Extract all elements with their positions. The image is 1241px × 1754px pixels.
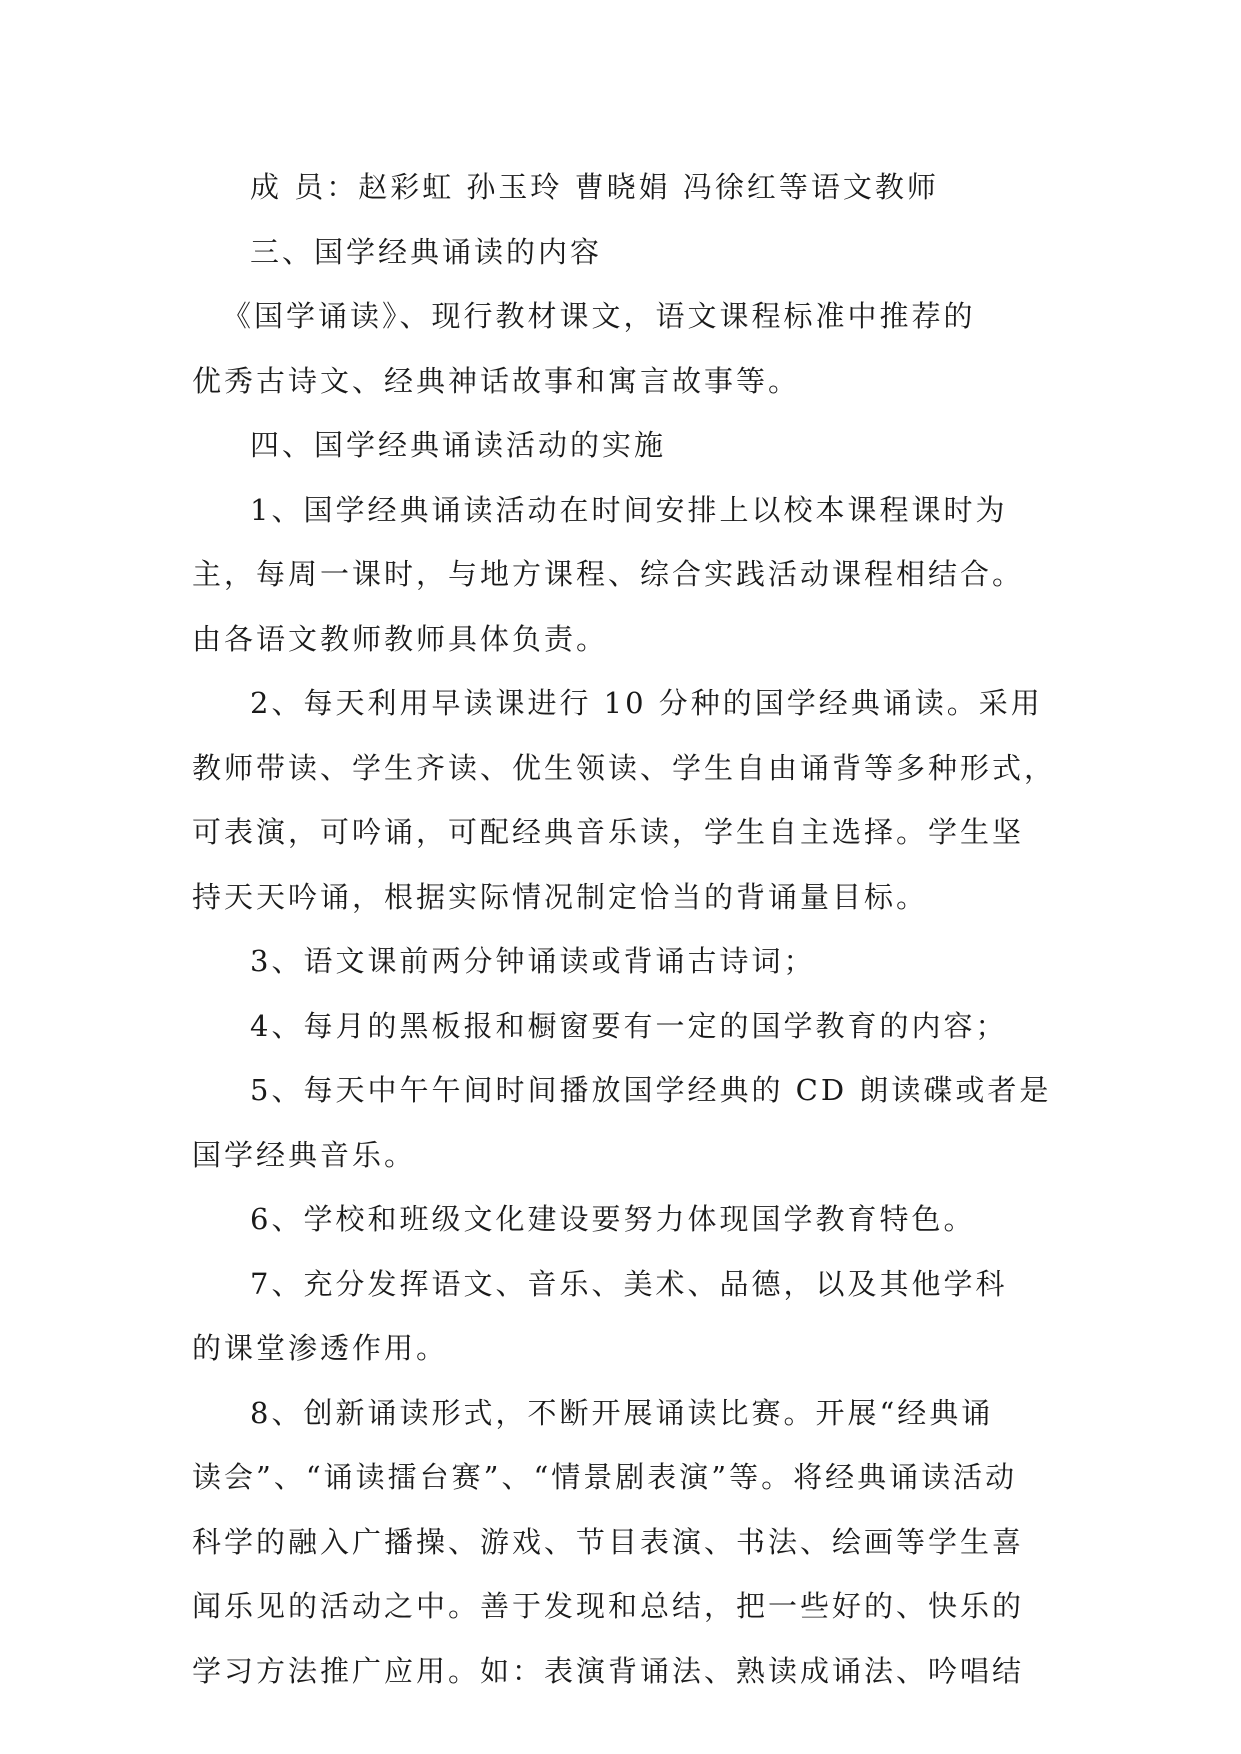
text-line: 科学的融入广播操、游戏、节目表演、书法、绘画等学生喜 <box>192 1524 1025 1559</box>
text-line: 优秀古诗文、经典神话故事和寓言故事等。 <box>192 363 801 398</box>
text-line: 的课堂渗透作用。 <box>192 1331 449 1365</box>
text-line: 持天天吟诵，根据实际情况制定恰当的背诵量目标。 <box>192 879 929 914</box>
text-line: 主，每周一课时，与地方课程、综合实践活动课程相结合。 <box>192 557 1025 591</box>
text-line: 《国学诵读》、现行教材课文，语文课程标准中推荐的 <box>222 299 976 333</box>
text-line: 四、国学经典诵读活动的实施 <box>250 428 667 462</box>
text-line: 6、学校和班级文化建设要努力体现国学教育特色。 <box>250 1202 976 1236</box>
text-line: 5、每天中午午间时间播放国学经典的 CD 朗读碟或者是 <box>250 1073 1052 1107</box>
text-line: 三、国学经典诵读的内容 <box>250 234 603 269</box>
text-line: 可表演，可吟诵，可配经典音乐读，学生自主选择。学生坚 <box>192 815 1025 849</box>
text-line: 闻乐见的活动之中。善于发现和总结，把一些好的、快乐的 <box>192 1589 1025 1623</box>
text-line: 2、每天利用早读课进行 10 分种的国学经典诵读。采用 <box>250 686 1043 720</box>
text-line: 国学经典音乐。 <box>192 1137 417 1172</box>
text-line: 教师带读、学生齐读、优生领读、学生自由诵背等多种形式， <box>192 750 1057 785</box>
text-line: 成 员：赵彩虹 孙玉玲 曹晓娟 冯徐红等语文教师 <box>250 170 939 204</box>
text-line: 读会”、“诵读擂台赛”、“情景剧表演”等。将经典诵读活动 <box>192 1460 1018 1494</box>
text-line: 3、语文课前两分钟诵读或背诵古诗词； <box>250 944 816 978</box>
document-body <box>192 155 1062 1703</box>
text-line: 由各语文教师教师具体负责。 <box>192 621 609 656</box>
text-line: 学习方法推广应用。如：表演背诵法、熟读成诵法、吟唱结 <box>192 1653 1025 1688</box>
text-line: 4、每月的黑板报和橱窗要有一定的国学教育的内容； <box>250 1008 1008 1043</box>
text-line: 8、创新诵读形式，不断开展诵读比赛。开展“经典诵 <box>250 1395 994 1430</box>
text-line: 1、国学经典诵读活动在时间安排上以校本课程课时为 <box>250 492 1008 527</box>
text-line: 7、充分发挥语文、音乐、美术、品德，以及其他学科 <box>250 1266 1008 1301</box>
